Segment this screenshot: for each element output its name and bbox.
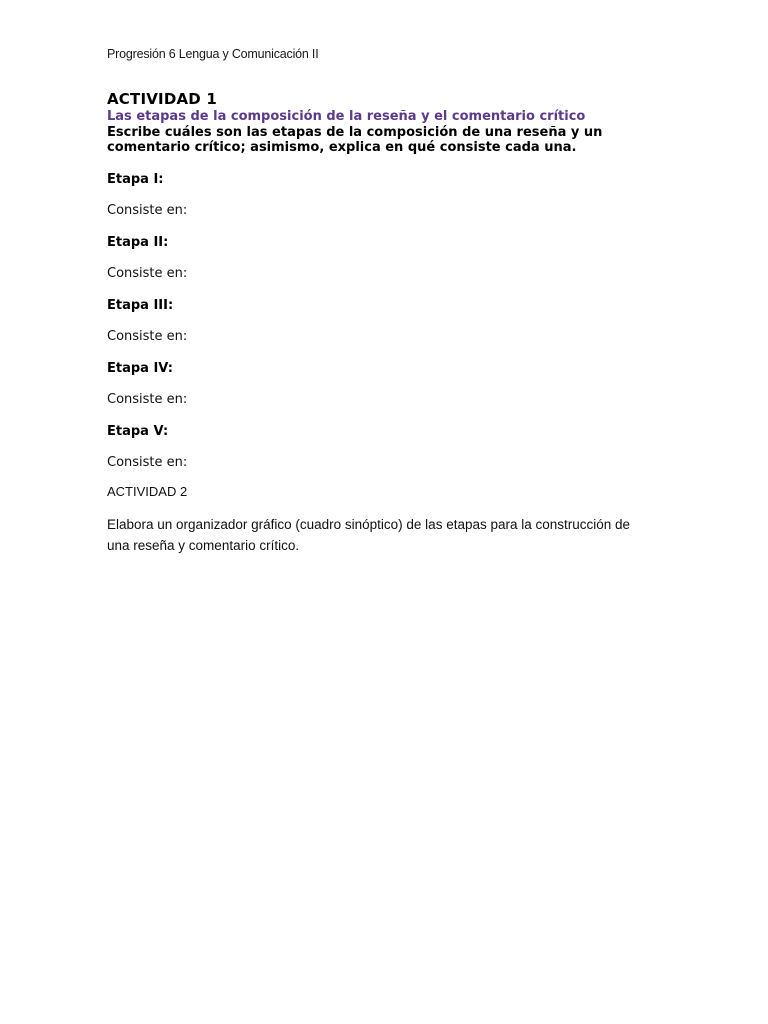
stage-label: Etapa II: [107, 235, 169, 250]
stage-description: Consiste en: [107, 203, 188, 218]
stage-label: Etapa III: [107, 298, 174, 313]
stage-description: Consiste en: [107, 392, 188, 407]
stage-description: Consiste en: [107, 455, 188, 470]
activity-2-text: Elabora un organizador gráfico (cuadro sinóptico) de las etapas para la construcción de una reseña y comentario crítico. [107, 517, 631, 553]
activity-2-title: ACTIVIDAD 2 [107, 484, 188, 499]
page-header: Progresión 6 Lengua y Comunicación II [107, 47, 319, 61]
stages-list [107, 172, 667, 487]
document-body [107, 90, 667, 556]
stage-label: Etapa IV: [107, 361, 173, 376]
stage-label: Etapa V: [107, 424, 169, 439]
stage-description: Consiste en: [107, 266, 188, 281]
activity-1-instructions: Escribe cuáles son las etapas de la composición de una reseña y un comentario crítico; asimismo, explica en qué consiste cada una. [107, 125, 603, 155]
stage-description: Consiste en: [107, 329, 188, 344]
activity-1-subtitle: Las etapas de la composición de la reseña y el comentario crítico [107, 109, 586, 124]
stage-label: Etapa I: [107, 172, 164, 187]
activity-1-title: ACTIVIDAD 1 [107, 90, 217, 108]
